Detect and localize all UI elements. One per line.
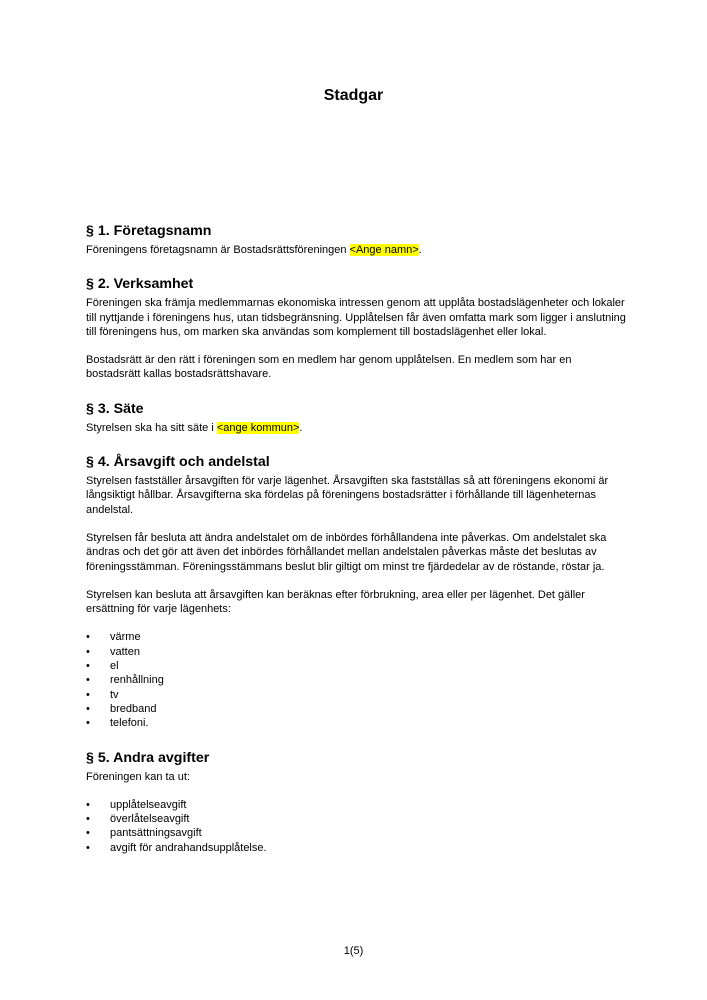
list-item [86,812,626,826]
list-item-text: upplåtelseavgift [110,798,187,811]
bullet-icon: • [86,631,90,644]
bullet-icon: • [86,702,90,715]
bullet-icon: • [86,717,90,730]
list-item [86,841,626,855]
list-item [86,688,626,702]
section-5-other-fees [86,749,626,855]
list-item-text: vatten [110,645,140,658]
section-paragraph: Styrelsen kan besluta att årsavgiften kan beräknas efter förbrukning, area eller per lägenhet. Det gäller ersättning för varje lägenhets: [86,588,585,616]
bullet-icon: • [86,674,90,687]
list-item [86,716,626,730]
list-item-text: tv [110,688,119,701]
bullet-icon: • [86,660,90,673]
section-3-seat [86,400,626,435]
highlighted-placeholder: <ange kommun> [216,421,300,434]
bullet-list [86,630,626,730]
bullet-icon: • [86,841,90,854]
list-item-text: pantsättningsavgift [110,827,202,840]
list-item-text: renhållning [110,674,164,687]
list-item-text: telefoni. [110,717,149,730]
bullet-list [86,798,626,855]
section-heading: § 3. Säte [86,400,144,417]
paragraph-text: Föreningens företagsnamn är Bostadsrättsföreningen [86,244,350,256]
list-item [86,702,626,716]
section-heading: § 4. Årsavgift och andelstal [86,454,270,471]
bullet-icon: • [86,645,90,658]
document-title: Stadgar [323,87,384,104]
paragraph-text: Styrelsen ska ha sitt säte i [86,421,217,434]
bullet-icon: • [86,827,90,840]
section-paragraph: Föreningen ska främja medlemmarnas ekonomiska intressen genom att upplåta bostadslägenheter och lokaler till nyttjande i föreningens hus, utan tidsbegränsning. Upplåtelsen får även omfatta mark som ligger i anslutning till föreningens hus, om marken ska användas som komplement till bostadslägenhet eller lokal. [86,297,626,338]
list-item-text: el [110,660,119,673]
page-number: 1(5) [343,945,364,957]
list-item-text: överlåtelseavgift [110,813,190,826]
list-item [86,826,626,840]
section-paragraph: Styrelsen får besluta att ändra andelstalet om de inbördes förhållandena inte påverkas. Om andelstalet ska ändras och det gör att även det inbördes förhållandet mellan andelstalen påverkas måste det beslutas av föreningsstämman. Föreningsstämmans beslut blir giltigt om minst tre fjärdedelar av de röstande, röstar ja. [86,531,607,573]
section-heading: § 2. Verksamhet [86,276,194,293]
section-heading: § 5. Andra avgifter [86,749,210,766]
bullet-icon: • [86,798,90,811]
section-1-company-name [86,222,626,257]
paragraph-text-end: . [418,244,422,256]
paragraph-text-end: . [299,421,303,434]
list-item [86,798,626,812]
section-paragraph: Styrelsen fastställer årsavgiften för varje lägenhet. Årsavgiften ska fastställas så att föreningens ekonomi är långsiktigt hållbar. Årsavgifterna ska fördelas på föreningens bostadsrätter i förhållande till lägenheternas andelstal. [86,475,609,516]
bullet-icon: • [86,688,90,701]
document-body [86,222,626,873]
section-paragraph: Bostadsrätt är den rätt i föreningen som en medlem har genom upplåtelsen. En medlem som har en bostadsrätt kallas bostadsrättshavare. [86,354,572,381]
section-paragraph [86,243,626,257]
section-2-activity [86,275,626,381]
bullet-icon: • [86,813,90,826]
list-item-text: bredband [110,702,157,715]
section-heading: § 1. Företagsnamn [86,223,212,239]
list-item-text: avgift för andrahandsupplåtelse. [110,841,267,854]
section-4-annual-fee [86,453,626,730]
highlighted-placeholder: <Ange namn> [349,244,419,256]
list-item [86,645,626,659]
section-paragraph: Föreningen kan ta ut: [86,770,190,783]
list-item [86,673,626,687]
list-item-text: värme [110,631,141,644]
list-item [86,659,626,673]
section-paragraph [86,421,626,435]
list-item [86,630,626,644]
